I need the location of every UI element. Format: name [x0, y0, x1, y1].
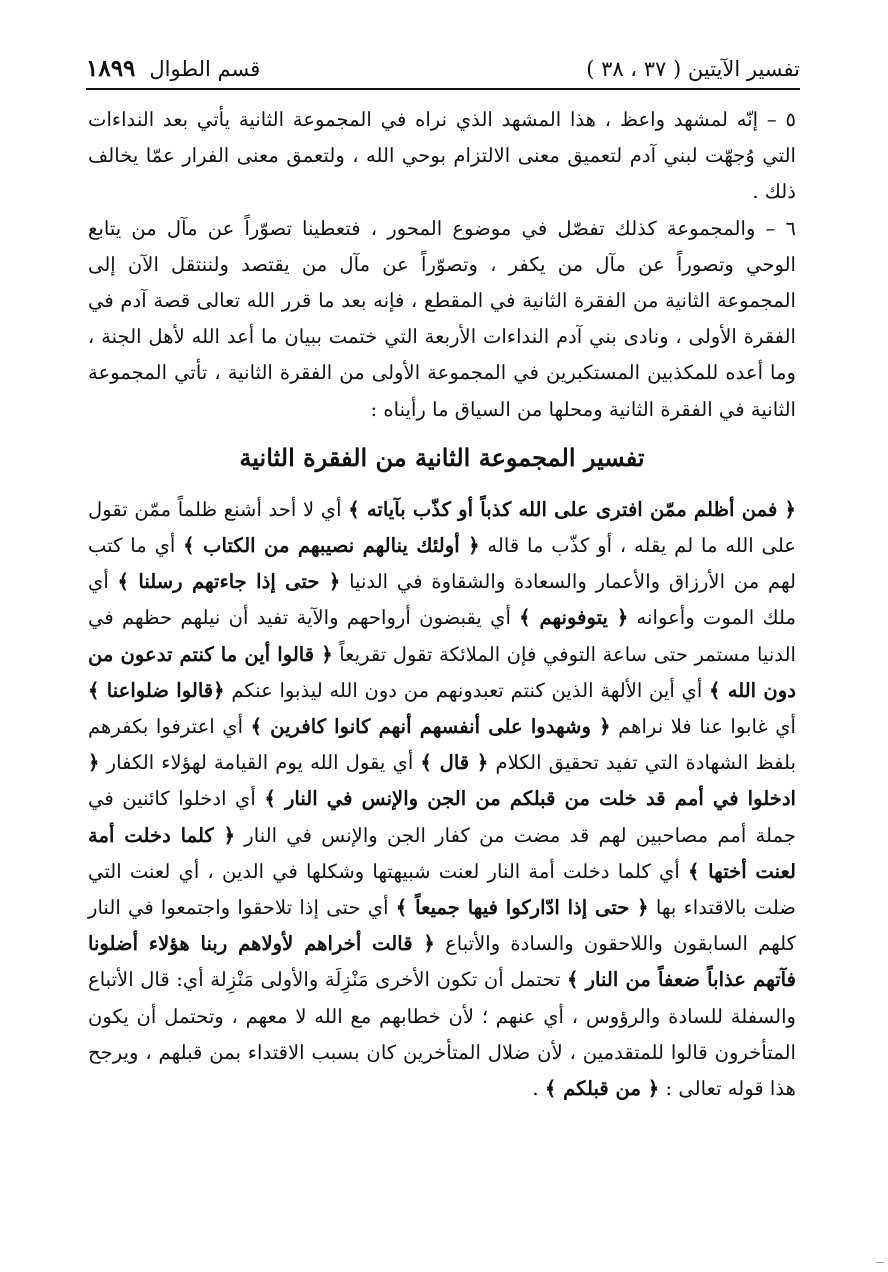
page-number: ١٨٩٩ [86, 55, 136, 82]
scan-edge-mark [876, 1262, 884, 1263]
quran-verse: ﴿ قالت أخراهم لأولاهم ربنا هؤلاء أضلونا فآتهم عذاباً ضعفاً من النار ﴾ [88, 932, 796, 992]
commentary-text: أي يقول الله يوم القيامة لهؤلاء الكفار [99, 751, 421, 775]
quran-verse: ﴿ حتى إذا ادّاركوا فيها جميعاً ﴾ [395, 896, 649, 920]
commentary-text: أي لا أحد أشنع ظلماً ممّن تقول على الله ما لم يقله ، أو كذّب ما قاله [88, 497, 796, 558]
quran-verse: ﴿ أولئك ينالهم نصيبهم من الكتاب ﴾ [183, 534, 480, 558]
commentary-text: أي حتى إذا تلاحقوا واجتمعوا في النار كلهم السابقون واللاحقون والسادة والأتباع [88, 896, 796, 956]
quran-verse: ﴿ وشهدوا على أنفسهم أنهم كانوا كافرين ﴾ [250, 715, 611, 739]
quran-verse: ﴿قالوا ضلواعنا ﴾ [88, 678, 225, 702]
commentary-text: أي غابوا عنا فلا نراهم [610, 715, 796, 739]
commentary-text: أي أين الألهة الذين كنتم تعبدونهم من دون الله ليذبوا عنكم [224, 678, 709, 702]
header-title: تفسير الآيتين ( ٣٧ ، ٣٨ ) [586, 57, 800, 81]
commentary-text: أي كلما دخلت أمة النار لعنت شبيهتها وشكلها في الدين ، أي لعنت التي ضلت بالاقتداء بها [88, 859, 796, 920]
header-left-group [86, 54, 260, 84]
text-segment: ٦ – والمجموعة كذلك تفصّل في موضوع المحور ، فتعطينا تصوّراً عن مآل من يتابع الوحي وتصوراً عن مآل من يكفر ، وتصوّراً عن مآل من يقتصد ولننتقل الآن إلى المجموعة الثانية من الفقرة الثانية في المقطع ، فإنه بعد ما قرر الله تعالى قصة آدم في الفقرة الأولى ، ونادى بني آدم النداءات الأربعة التي ختمت ببيان ما أعد الله لأهل الجنة ، وما أعده للمكذبين المستكبرين في المجموعة الأولى من الفقرة الثانية ، تأتي المجموعة الثانية في الفقرة الثانية ومحلها من السياق ما رأيناه : [88, 216, 796, 421]
commentary-text: تحتمل أن تكون الأخرى مَنْزِلَة والأولى مَنْزِلة أي: قال الأتباع والسفلة للسادة والرؤوس ، أي عنهم ؛ لأن خطابهم مع الله لا معهم ، وتحتمل أن يكون المتأخرون قالوا للمتقدمين ، لأن ضلال المتأخرين كان بسبب الاقتداء بمن قبلهم ، ويرجح هذا قوله تعالى : [88, 968, 796, 1101]
tafsir-paragraph [88, 492, 796, 1107]
paragraph-point-5 [88, 102, 796, 211]
quran-verse: ﴿ كلما دخلت أمة لعنت أختها ﴾ [88, 823, 796, 883]
quran-verse: ﴿ من قبلكم ﴾ [544, 1077, 660, 1101]
commentary-text: أي ادخلوا كائنين في جملة أمم مصاحبين لهم قد مضت من كفار الجن والإنس في النار [88, 787, 796, 847]
commentary-text: أي ما كتب لهم من الأرزاق والأعمار والسعادة والشقاوة في الدنيا [88, 534, 797, 594]
commentary-text: أي اعترفوا بكفرهم بلفظ الشهادة التي تفيد تحقيق الكلام [88, 715, 796, 775]
text-segment: ٥ – إنّه لمشهد واعظ ، هذا المشهد الذي نراه في المجموعة الثانية يأتي بعد النداءات التي وُجهّت لبني آدم لتعميق معنى الالتزام بوحي الله ، ولتعمق معنى الفرار عمّا يخالف ذلك . [88, 108, 796, 204]
paragraph-point-6 [88, 211, 796, 428]
quran-verse: ﴿ حتى إذا جاءتهم رسلنا ﴾ [117, 570, 341, 594]
quran-verse: ﴿ قال ﴾ [420, 751, 489, 775]
quran-verse: ﴿ يتوفونهم ﴾ [519, 606, 629, 630]
quran-verse: ﴿ فمن أظلم ممّن افترى على الله كذباً أو كذّب بآياته ﴾ [348, 497, 797, 521]
commentary-text: أي يقبضون أرواحهم والآية تفيد أن نيلهم حظهم في الدنيا مستمر حتى ساعة التوفي فإن الملائكة تقول تقريعاً [88, 606, 796, 666]
commentary-text: . [532, 1077, 545, 1101]
running-header [86, 54, 800, 90]
quran-verse: ﴿ قالوا أين ما كنتم تدعون من دون الله ﴾ [88, 642, 796, 702]
quran-verse: ﴿ ادخلوا في أمم قد خلت من قبلكم من الجن والإنس في النار ﴾ [88, 751, 797, 811]
body-text [88, 102, 796, 1107]
commentary-text: أي ملك الموت وأعوانه [88, 570, 796, 630]
header-section: قسم الطوال [149, 57, 261, 81]
section-heading: تفسير المجموعة الثانية من الفقرة الثانية [239, 442, 645, 472]
